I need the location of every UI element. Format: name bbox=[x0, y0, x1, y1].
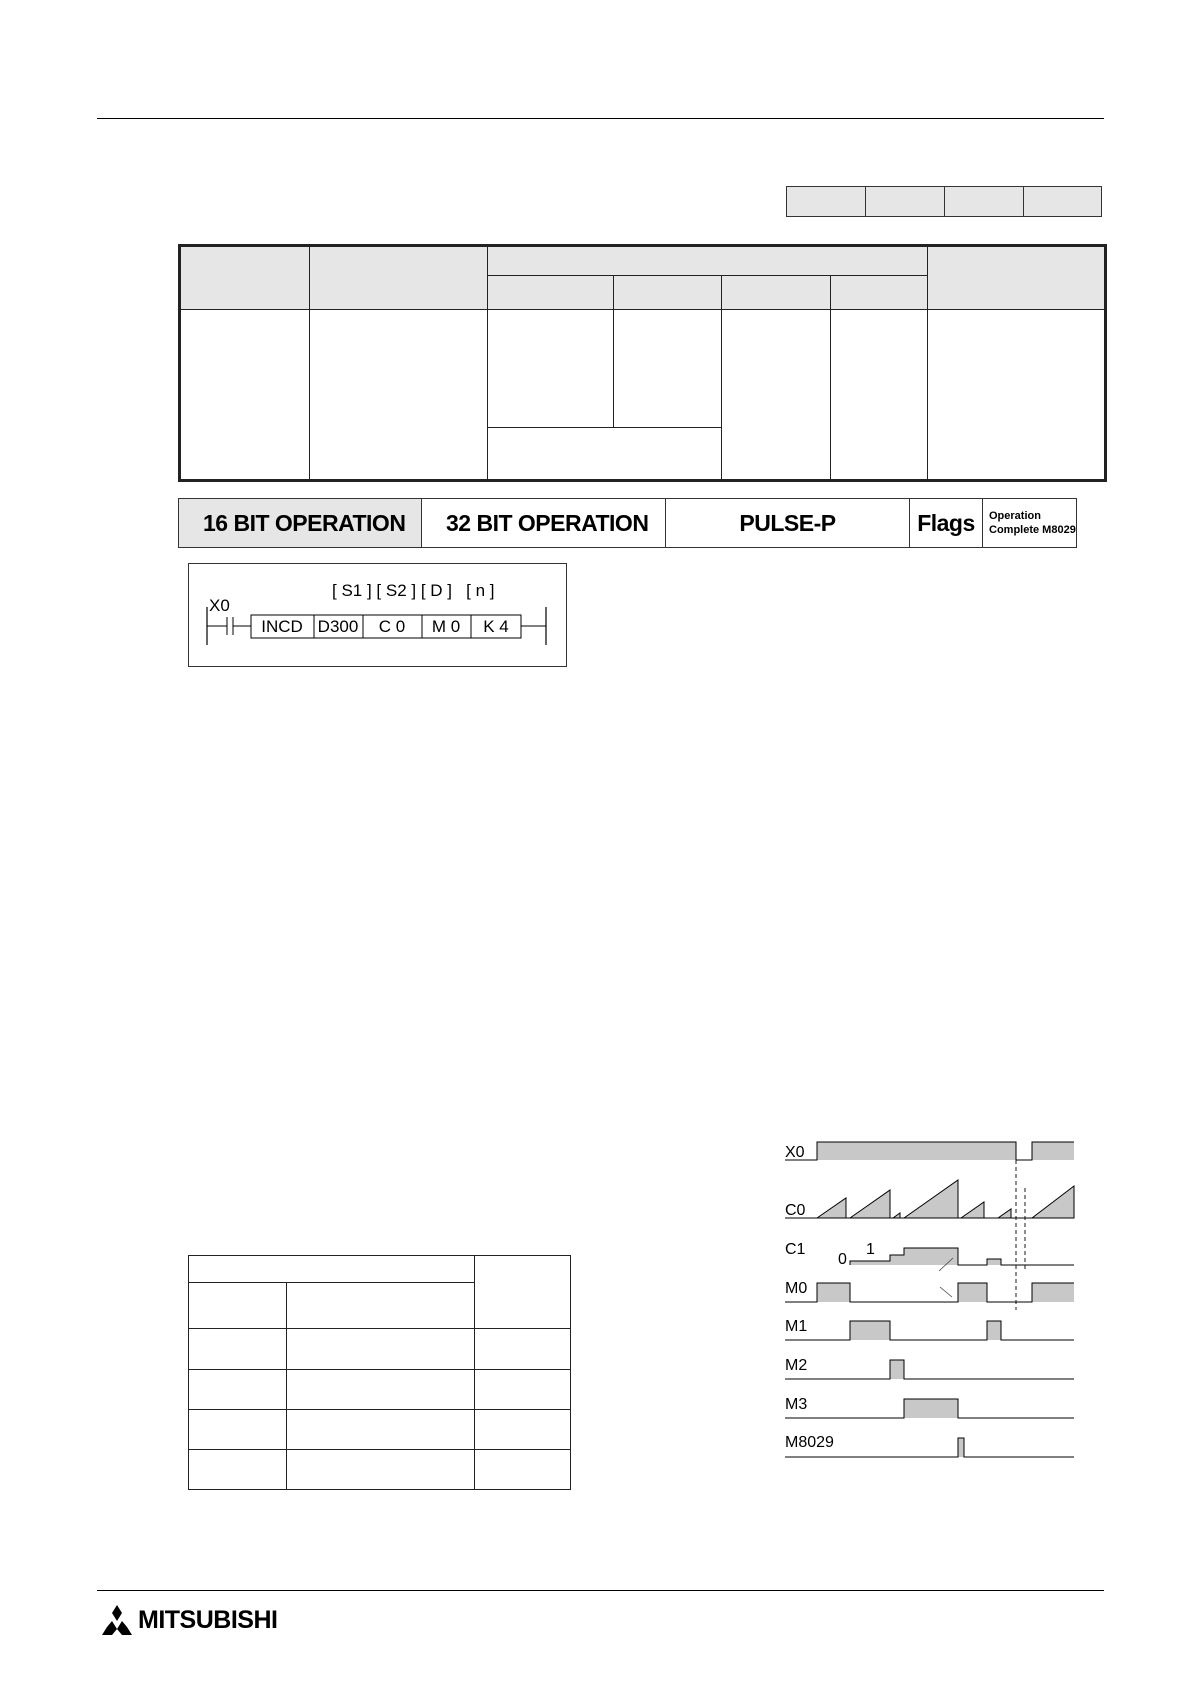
flags-label: Flags bbox=[917, 509, 975, 536]
table-cell bbox=[287, 1283, 475, 1328]
operand-s2: C 0 bbox=[378, 617, 406, 636]
table-cell bbox=[287, 1410, 475, 1449]
c1-step-label-0: 0 bbox=[838, 1251, 847, 1268]
operand-header: [ S1 ] [ S2 ] [ D ] [ n ] bbox=[332, 581, 495, 600]
table-subheader-n bbox=[831, 276, 928, 310]
operand-n: K 4 bbox=[483, 617, 509, 636]
waveform-c1 bbox=[838, 1241, 1074, 1271]
pulse-cell bbox=[666, 499, 910, 547]
compat-cell-2 bbox=[865, 186, 945, 217]
table-cell bbox=[310, 310, 488, 480]
table-cell bbox=[287, 1449, 475, 1489]
compat-cell-4 bbox=[1023, 186, 1102, 217]
c1-step-label-1: 1 bbox=[866, 1241, 875, 1258]
waveform-m0 bbox=[785, 1283, 1074, 1302]
signal-label-m2: M2 bbox=[785, 1357, 808, 1374]
table-cell bbox=[475, 1449, 571, 1489]
table-cell bbox=[831, 310, 928, 480]
table-cell bbox=[189, 1410, 287, 1449]
compat-cell-3 bbox=[944, 186, 1024, 217]
signal-label-x0: X0 bbox=[785, 1144, 805, 1161]
footer-rule bbox=[97, 1590, 1104, 1591]
waveform-m3 bbox=[785, 1399, 1074, 1418]
table-subheader-d bbox=[722, 276, 831, 310]
header-rule bbox=[97, 118, 1104, 119]
signal-label-c1: C1 bbox=[785, 1241, 806, 1258]
operation-bar bbox=[178, 498, 1077, 548]
waveform-c0 bbox=[785, 1180, 1074, 1218]
operand-s1: D300 bbox=[317, 617, 359, 636]
table-cell bbox=[475, 1410, 571, 1449]
table-cell bbox=[189, 1328, 287, 1369]
operand-d: M 0 bbox=[431, 617, 461, 636]
table-cell bbox=[475, 1256, 571, 1329]
bit16-label: 16 BIT OPERATION bbox=[203, 509, 406, 536]
table-cell bbox=[189, 1369, 287, 1409]
pulse-label: PULSE-P bbox=[739, 509, 836, 536]
sequence-table bbox=[188, 1255, 571, 1490]
timing-svg bbox=[780, 1140, 1080, 1460]
table-cell bbox=[189, 1256, 475, 1283]
ladder-svg bbox=[189, 564, 566, 666]
table-cell bbox=[928, 310, 1105, 480]
table-cell bbox=[488, 310, 614, 428]
waveform-x0 bbox=[785, 1142, 1074, 1160]
flag-note-line1: Operation bbox=[989, 510, 1041, 522]
table-cell bbox=[722, 310, 831, 480]
table-header-program-steps bbox=[928, 247, 1105, 310]
signal-label-m1: M1 bbox=[785, 1318, 808, 1335]
instruction-mnemonic: INCD bbox=[261, 617, 303, 636]
table-cell bbox=[614, 310, 722, 428]
table-cell bbox=[189, 1449, 287, 1489]
operand-table bbox=[178, 244, 1107, 482]
table-cell bbox=[181, 310, 310, 480]
table-header-operands bbox=[488, 247, 928, 276]
waveform-m1 bbox=[785, 1321, 1074, 1340]
table-header-function bbox=[310, 247, 488, 310]
table-cell bbox=[475, 1369, 571, 1409]
contact-label: X0 bbox=[209, 596, 230, 615]
table-cell bbox=[189, 1283, 287, 1328]
bit32-label: 32 BIT OPERATION bbox=[446, 509, 649, 536]
bit32-cell bbox=[422, 499, 666, 547]
brand-name: MITSUBISHI bbox=[138, 1605, 278, 1634]
signal-label-m8029: M8029 bbox=[785, 1434, 834, 1451]
table-cell bbox=[287, 1328, 475, 1369]
mitsubishi-logo bbox=[100, 1605, 277, 1635]
signal-label-c0: C0 bbox=[785, 1202, 806, 1219]
table-cell bbox=[475, 1328, 571, 1369]
table-subheader-s1 bbox=[488, 276, 614, 310]
table-subheader-s2 bbox=[614, 276, 722, 310]
table-cell bbox=[287, 1369, 475, 1409]
table-header-mnemonic bbox=[181, 247, 310, 310]
three-diamonds-icon bbox=[100, 1605, 134, 1635]
timing-diagram bbox=[780, 1140, 1080, 1460]
signal-label-m0: M0 bbox=[785, 1280, 808, 1297]
flags-cell bbox=[910, 499, 983, 547]
waveform-m2 bbox=[785, 1360, 1074, 1379]
signal-label-m3: M3 bbox=[785, 1396, 808, 1413]
ladder-diagram bbox=[188, 563, 567, 667]
table-cell bbox=[488, 427, 722, 479]
flag-note-cell bbox=[983, 499, 1076, 547]
compat-cell-1 bbox=[786, 186, 866, 217]
flag-note-line2: Complete M8029 bbox=[989, 524, 1076, 536]
bit16-cell bbox=[179, 499, 422, 547]
